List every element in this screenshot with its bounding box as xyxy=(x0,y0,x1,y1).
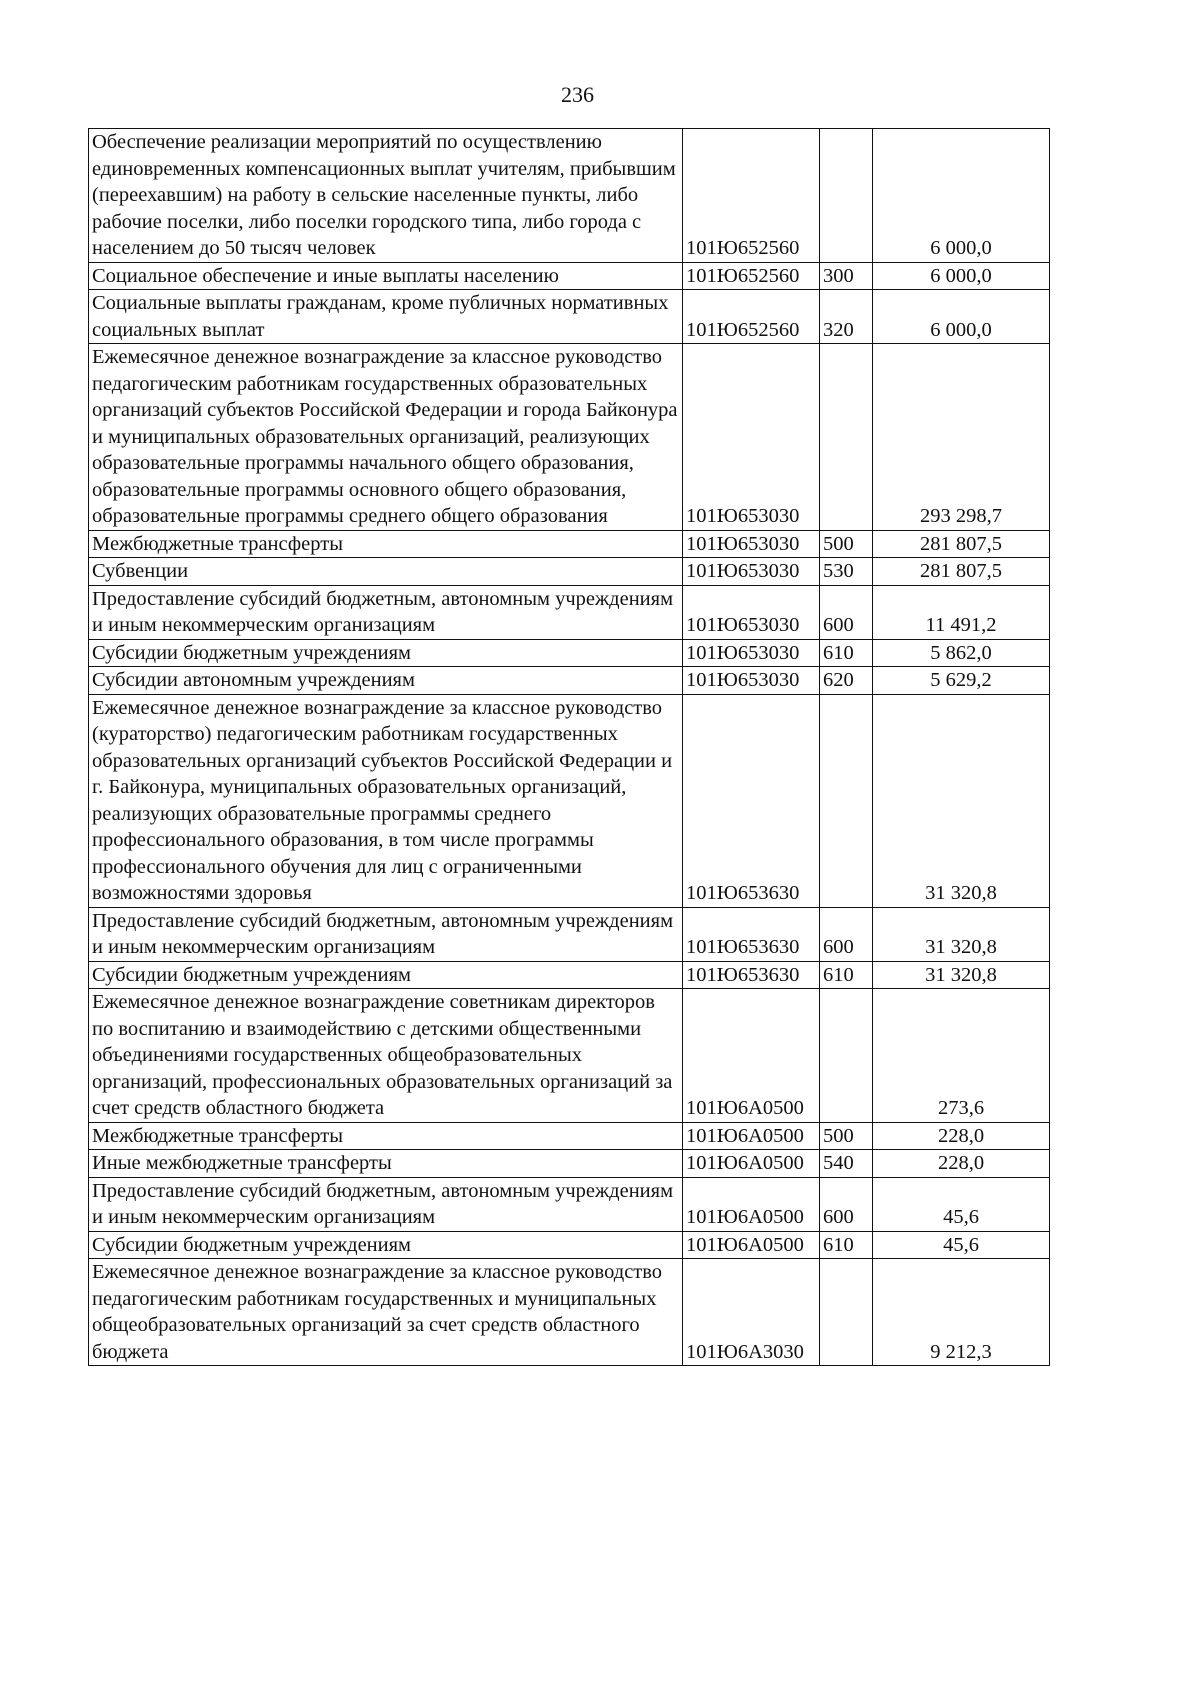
row-amount: 31 320,8 xyxy=(873,694,1050,907)
row-type: 500 xyxy=(820,530,873,558)
table-row xyxy=(89,344,1050,531)
row-name: Межбюджетные трансферты xyxy=(89,530,683,558)
table-row xyxy=(89,262,1050,290)
table-row xyxy=(89,585,1050,639)
row-amount: 5 862,0 xyxy=(873,639,1050,667)
row-type: 500 xyxy=(820,1122,873,1150)
row-type: 610 xyxy=(820,639,873,667)
row-code: 101Ю653030 xyxy=(683,530,820,558)
row-name: Субсидии бюджетным учреждениям xyxy=(89,639,683,667)
row-type: 610 xyxy=(820,1231,873,1259)
table-row xyxy=(89,989,1050,1123)
row-code: 101Ю6А0500 xyxy=(683,1177,820,1231)
row-code: 101Ю6А0500 xyxy=(683,1231,820,1259)
row-name: Ежемесячное денежное вознаграждение за классное руководство педагогическим работникам государственных образовательных организаций субъектов Российской Федерации и города Байконура и муниципальных образовательных организаций, реализующих образовательные программы начального общего образования, образовательные программы основного общего образования, образовательные программы среднего общего образования xyxy=(89,344,683,531)
table-row xyxy=(89,129,1050,263)
row-amount: 293 298,7 xyxy=(873,344,1050,531)
row-code: 101Ю652560 xyxy=(683,290,820,344)
row-name: Предоставление субсидий бюджетным, автономным учреждениям и иным некоммерческим организациям xyxy=(89,1177,683,1231)
row-amount: 228,0 xyxy=(873,1122,1050,1150)
table-row xyxy=(89,558,1050,586)
row-type: 320 xyxy=(820,290,873,344)
row-code: 101Ю6А0500 xyxy=(683,1150,820,1178)
row-name: Предоставление субсидий бюджетным, автономным учреждениям и иным некоммерческим организациям xyxy=(89,907,683,961)
row-code: 101Ю652560 xyxy=(683,262,820,290)
table-row xyxy=(89,290,1050,344)
row-name: Субвенции xyxy=(89,558,683,586)
row-name: Ежемесячное денежное вознаграждение за классное руководство (кураторство) педагогическим работникам государственных образовательных организаций субъектов Российской Федерации и г. Байконура, муниципальных образовательных организаций, реализующих образовательные программы среднего профессионального образования, в том числе программы профессионального обучения для лиц с ограниченными возможностями здоровья xyxy=(89,694,683,907)
row-type xyxy=(820,989,873,1123)
table-row xyxy=(89,639,1050,667)
row-name: Субсидии бюджетным учреждениям xyxy=(89,1231,683,1259)
table-row xyxy=(89,907,1050,961)
row-amount: 273,6 xyxy=(873,989,1050,1123)
page-number: 236 xyxy=(561,82,594,107)
row-amount: 281 807,5 xyxy=(873,530,1050,558)
row-type: 540 xyxy=(820,1150,873,1178)
budget-table-body xyxy=(89,129,1050,1366)
row-code: 101Ю6А0500 xyxy=(683,989,820,1123)
row-amount: 228,0 xyxy=(873,1150,1050,1178)
row-amount: 31 320,8 xyxy=(873,907,1050,961)
row-type: 600 xyxy=(820,1177,873,1231)
row-code: 101Ю653030 xyxy=(683,667,820,695)
row-code: 101Ю653030 xyxy=(683,639,820,667)
row-type xyxy=(820,344,873,531)
row-name: Социальное обеспечение и иные выплаты населению xyxy=(89,262,683,290)
table-row xyxy=(89,1231,1050,1259)
row-code: 101Ю653630 xyxy=(683,694,820,907)
row-name: Иные межбюджетные трансферты xyxy=(89,1150,683,1178)
row-amount: 11 491,2 xyxy=(873,585,1050,639)
row-amount: 6 000,0 xyxy=(873,262,1050,290)
row-amount: 31 320,8 xyxy=(873,961,1050,989)
table-row xyxy=(89,1150,1050,1178)
row-code: 101Ю653630 xyxy=(683,907,820,961)
row-type: 300 xyxy=(820,262,873,290)
table-row xyxy=(89,1122,1050,1150)
row-amount: 45,6 xyxy=(873,1231,1050,1259)
row-type xyxy=(820,129,873,263)
table-row xyxy=(89,694,1050,907)
row-name: Предоставление субсидий бюджетным, автономным учреждениям и иным некоммерческим организациям xyxy=(89,585,683,639)
row-name: Социальные выплаты гражданам, кроме публичных нормативных социальных выплат xyxy=(89,290,683,344)
table-row xyxy=(89,1177,1050,1231)
row-type: 530 xyxy=(820,558,873,586)
row-amount: 281 807,5 xyxy=(873,558,1050,586)
row-code: 101Ю6А3030 xyxy=(683,1259,820,1366)
row-amount: 45,6 xyxy=(873,1177,1050,1231)
row-name: Ежемесячное денежное вознаграждение за классное руководство педагогическим работникам государственных и муниципальных общеобразовательных организаций за счет средств областного бюджета xyxy=(89,1259,683,1366)
row-type xyxy=(820,694,873,907)
row-code: 101Ю653030 xyxy=(683,344,820,531)
row-amount: 6 000,0 xyxy=(873,129,1050,263)
row-code: 101Ю653630 xyxy=(683,961,820,989)
row-name: Субсидии бюджетным учреждениям xyxy=(89,961,683,989)
row-type: 620 xyxy=(820,667,873,695)
row-type: 600 xyxy=(820,907,873,961)
row-amount: 9 212,3 xyxy=(873,1259,1050,1366)
row-name: Ежемесячное денежное вознаграждение советникам директоров по воспитанию и взаимодействию с детскими общественными объединениями государственных общеобразовательных организаций, профессиональных образовательных организаций за счет средств областного бюджета xyxy=(89,989,683,1123)
row-name: Межбюджетные трансферты xyxy=(89,1122,683,1150)
row-name: Обеспечение реализации мероприятий по осуществлению единовременных компенсационных выплат учителям, прибывшим (переехавшим) на работу в сельские населенные пункты, либо рабочие поселки, либо поселки городского типа, либо города с населением до 50 тысяч человек xyxy=(89,129,683,263)
table-row xyxy=(89,961,1050,989)
table-row xyxy=(89,667,1050,695)
row-type: 600 xyxy=(820,585,873,639)
row-type xyxy=(820,1259,873,1366)
row-type: 610 xyxy=(820,961,873,989)
row-code: 101Ю652560 xyxy=(683,129,820,263)
row-name: Субсидии автономным учреждениям xyxy=(89,667,683,695)
row-code: 101Ю653030 xyxy=(683,558,820,586)
row-amount: 6 000,0 xyxy=(873,290,1050,344)
table-row xyxy=(89,530,1050,558)
row-code: 101Ю653030 xyxy=(683,585,820,639)
budget-table xyxy=(88,128,1050,1366)
table-row xyxy=(89,1259,1050,1366)
row-amount: 5 629,2 xyxy=(873,667,1050,695)
row-code: 101Ю6А0500 xyxy=(683,1122,820,1150)
